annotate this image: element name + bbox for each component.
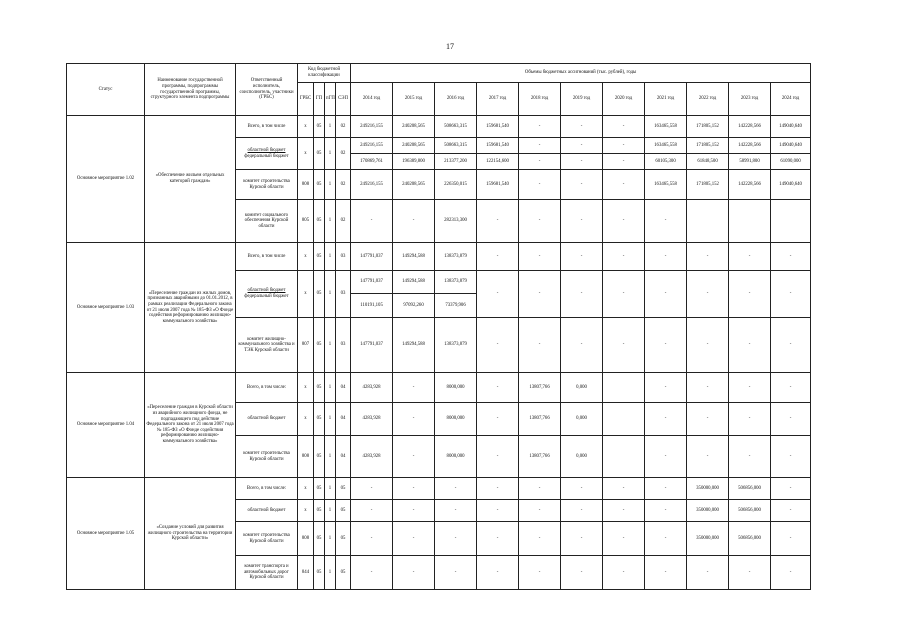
value-cell: - <box>519 200 561 243</box>
header-status: Статус <box>67 64 145 116</box>
value-cell: 149294,588 <box>393 318 435 373</box>
code-gp-cell: 05 <box>314 436 325 478</box>
value-cell: - <box>561 478 603 500</box>
executor-cell: Всего, в том числе: <box>236 478 298 500</box>
header-pgp: пГП <box>325 83 336 116</box>
value-cell: 282313,300 <box>435 200 477 243</box>
value-cell: - <box>561 318 603 373</box>
value-cell: - <box>561 116 603 138</box>
value-cell: 13807,766 <box>519 373 561 403</box>
header-code: Код бюджетной классификации <box>298 64 351 83</box>
table-row <box>67 116 811 138</box>
value-cell: 213377,200 <box>435 154 477 170</box>
value-cell: 249216,155 <box>351 170 393 200</box>
value-cell: - <box>477 522 519 556</box>
code-oem-cell: 05 <box>336 500 351 522</box>
value-cell: 60105,300 <box>645 154 687 170</box>
code-grbs-cell: х <box>298 138 314 170</box>
executor-cell: комитет жилищно-коммунального хозяйства и ТЭК Курской области <box>236 318 298 373</box>
value-cell: - <box>477 478 519 500</box>
value-cell: - <box>519 556 561 590</box>
value-cell: - <box>477 556 519 590</box>
code-oem-cell: 04 <box>336 436 351 478</box>
value-cell: 159681,540 <box>477 116 519 138</box>
value-cell: 240208,565 <box>393 138 435 154</box>
value-cell: 4283,928 <box>351 436 393 478</box>
value-cell: - <box>477 500 519 522</box>
value-cell: - <box>729 271 771 318</box>
value-cell: - <box>435 500 477 522</box>
value-cell: - <box>561 170 603 200</box>
value-cell: - <box>687 373 729 403</box>
code-grbs-cell: х <box>298 403 314 436</box>
code-oem-cell: 02 <box>336 200 351 243</box>
value-cell: - <box>687 403 729 436</box>
value-cell: - <box>477 403 519 436</box>
value-cell <box>771 200 811 243</box>
value-cell: - <box>519 154 561 170</box>
value-cell: - <box>645 436 687 478</box>
value-cell: - <box>603 200 645 243</box>
value-cell: 170869,761 <box>351 154 393 170</box>
value-cell: 159681,540 <box>477 170 519 200</box>
value-cell: 61090,000 <box>771 154 811 170</box>
value-cell: - <box>771 373 811 403</box>
code-pgp-cell: 1 <box>325 373 336 403</box>
value-cell: - <box>645 318 687 373</box>
value-cell: - <box>645 556 687 590</box>
value-cell: - <box>519 318 561 373</box>
value-cell: 138373,879 <box>435 271 477 294</box>
code-grbs-cell: 808 <box>298 522 314 556</box>
executor-cell: комитет строительства Курской области <box>236 522 298 556</box>
header-year: 2019 год <box>561 83 603 116</box>
value-cell: - <box>351 200 393 243</box>
value-cell: 147791,037 <box>351 271 393 294</box>
value-cell: - <box>477 436 519 478</box>
value-cell: 240208,565 <box>393 116 435 138</box>
value-cell: - <box>393 556 435 590</box>
code-oem-cell: 03 <box>336 318 351 373</box>
value-cell: 159681,540 <box>477 138 519 154</box>
executor-federal: федеральный бюджет <box>244 153 289 159</box>
value-cell: 122154,600 <box>477 154 519 170</box>
value-cell: - <box>519 138 561 154</box>
value-cell: 147791,037 <box>351 243 393 271</box>
executor-cell <box>236 271 298 318</box>
header-year: 2020 год <box>603 83 645 116</box>
value-cell: - <box>477 243 519 271</box>
code-oem-cell: 04 <box>336 403 351 436</box>
value-cell: 163465,558 <box>645 138 687 154</box>
value-cell: 4283,928 <box>351 373 393 403</box>
value-cell: - <box>393 373 435 403</box>
value-cell: 226350,015 <box>435 170 477 200</box>
code-oem-cell: 05 <box>336 522 351 556</box>
value-cell: 508663,315 <box>435 116 477 138</box>
value-cell: - <box>561 271 603 318</box>
code-grbs-cell: 805 <box>298 200 314 243</box>
value-cell: 171805,152 <box>687 116 729 138</box>
value-cell: - <box>645 500 687 522</box>
value-cell: - <box>435 478 477 500</box>
code-gp-cell: 05 <box>314 271 325 318</box>
value-cell: - <box>393 403 435 436</box>
code-grbs-cell: 808 <box>298 170 314 200</box>
value-cell: - <box>603 522 645 556</box>
header-year: 2016 год <box>435 83 477 116</box>
status-cell: Основное мероприятие 1.05 <box>67 478 145 590</box>
table-row <box>67 373 811 403</box>
value-cell: 142228,566 <box>729 116 771 138</box>
value-cell: - <box>687 318 729 373</box>
value-cell: - <box>603 500 645 522</box>
code-oem-cell: 02 <box>336 138 351 170</box>
code-gp-cell: 05 <box>314 556 325 590</box>
value-cell: - <box>561 200 603 243</box>
value-cell: 249216,155 <box>351 138 393 154</box>
code-pgp-cell: 1 <box>325 403 336 436</box>
value-cell: - <box>771 436 811 478</box>
value-cell: - <box>519 116 561 138</box>
value-cell: 249216,155 <box>351 116 393 138</box>
value-cell: 240208,565 <box>393 170 435 200</box>
value-cell: - <box>603 478 645 500</box>
value-cell: - <box>729 403 771 436</box>
value-cell: - <box>477 318 519 373</box>
value-cell: 13807,766 <box>519 436 561 478</box>
header-year: 2023 год <box>729 83 771 116</box>
code-gp-cell: 05 <box>314 403 325 436</box>
value-cell: 147791,037 <box>351 318 393 373</box>
value-cell: - <box>603 318 645 373</box>
code-oem-cell: 02 <box>336 170 351 200</box>
value-cell: 138373,879 <box>435 318 477 373</box>
header-year: 2021 год <box>645 83 687 116</box>
value-cell: - <box>351 478 393 500</box>
code-pgp-cell: 1 <box>325 243 336 271</box>
value-cell: - <box>477 373 519 403</box>
status-cell: Основное мероприятие 1.04 <box>67 373 145 478</box>
code-grbs-cell: х <box>298 271 314 318</box>
header-year: 2017 год <box>477 83 519 116</box>
header-year: 2014 год <box>351 83 393 116</box>
header-year: 2015 год <box>393 83 435 116</box>
header-name: Наименование государственной программы, подпрограммы государственной программы, структурного элемента подпрограммы <box>145 64 236 116</box>
value-cell: 163465,558 <box>645 116 687 138</box>
value-cell: - <box>561 500 603 522</box>
value-cell: - <box>393 522 435 556</box>
value-cell: - <box>519 170 561 200</box>
value-cell: 149040,640 <box>771 170 811 200</box>
value-cell: - <box>603 271 645 318</box>
code-gp-cell: 05 <box>314 138 325 170</box>
code-pgp-cell: 1 <box>325 556 336 590</box>
value-cell: - <box>729 436 771 478</box>
header-volumes: Объемы бюджетных ассигнований (тыс. рублей), годы <box>351 64 811 83</box>
value-cell: - <box>393 500 435 522</box>
value-cell: - <box>603 138 645 154</box>
name-cell: «Создание условий для развития жилищного строительства на территории Курской области» <box>145 478 236 590</box>
value-cell: 350000,000 <box>687 522 729 556</box>
value-cell: 149294,588 <box>393 271 435 294</box>
status-cell: Основное мероприятие 1.02 <box>67 116 145 243</box>
value-cell: - <box>771 318 811 373</box>
header-grbs: ГРБС <box>298 83 314 116</box>
value-cell: 8000,000 <box>435 436 477 478</box>
code-oem-cell: 02 <box>336 116 351 138</box>
value-cell: - <box>771 522 811 556</box>
value-cell: - <box>687 436 729 478</box>
header-executor: Ответственный исполнитель, соисполнитель, участники (ГРБС) <box>236 64 298 116</box>
value-cell: - <box>687 556 729 590</box>
value-cell <box>729 200 771 243</box>
code-pgp-cell: 1 <box>325 436 336 478</box>
code-oem-cell: 05 <box>336 478 351 500</box>
header-oem: СЭП <box>336 83 351 116</box>
value-cell: 73379,906 <box>435 294 477 318</box>
value-cell: - <box>519 271 561 318</box>
value-cell: 171805,152 <box>687 138 729 154</box>
value-cell: - <box>603 116 645 138</box>
value-cell: - <box>645 373 687 403</box>
value-cell: - <box>771 556 811 590</box>
value-cell: 142228,566 <box>729 170 771 200</box>
value-cell: - <box>351 556 393 590</box>
header-year: 2022 год <box>687 83 729 116</box>
code-gp-cell: 05 <box>314 318 325 373</box>
value-cell: - <box>645 478 687 500</box>
value-cell: - <box>561 138 603 154</box>
value-cell: - <box>561 243 603 271</box>
code-pgp-cell: 1 <box>325 170 336 200</box>
value-cell: 506856,000 <box>729 478 771 500</box>
value-cell: - <box>771 271 811 318</box>
value-cell: - <box>645 243 687 271</box>
name-cell: «Переселение граждан из жилых домов, признанных аварийными до 01.01.2012, в рамках реализации Федерального закона от 21 июля 2007 года № 185-ФЗ «О Фонде содействия реформированию жилищно-коммунального хозяйства» <box>145 243 236 373</box>
value-cell: - <box>477 271 519 318</box>
executor-cell: Всего, в том числе <box>236 116 298 138</box>
code-pgp-cell: 1 <box>325 271 336 318</box>
value-cell: 8000,000 <box>435 403 477 436</box>
value-cell: - <box>351 500 393 522</box>
code-gp-cell: 05 <box>314 478 325 500</box>
name-cell: «Переселение граждан в Курской области из аварийного жилищного фонда, не подпадающего под действие Федерального закона от 21 июля 2007 года № 185-ФЗ «О Фонде содействия реформированию жилищно-коммунального хозяйства» <box>145 373 236 478</box>
value-cell <box>687 200 729 243</box>
code-pgp-cell: 1 <box>325 478 336 500</box>
executor-cell: комитет строительства Курской области <box>236 170 298 200</box>
budget-table <box>66 63 811 590</box>
value-cell: 0,000 <box>561 403 603 436</box>
value-cell <box>603 436 645 478</box>
value-cell: - <box>351 522 393 556</box>
value-cell: 0,000 <box>561 373 603 403</box>
value-cell: - <box>771 243 811 271</box>
value-cell: 4283,928 <box>351 403 393 436</box>
value-cell: 13807,766 <box>519 403 561 436</box>
value-cell: 58991,800 <box>729 154 771 170</box>
value-cell: - <box>729 556 771 590</box>
value-cell: - <box>435 556 477 590</box>
executor-cell: областной бюджет <box>236 500 298 522</box>
value-cell: - <box>645 200 687 243</box>
executor-cell: Всего, в том числе: <box>236 373 298 403</box>
value-cell: - <box>645 271 687 318</box>
value-cell: - <box>771 478 811 500</box>
code-pgp-cell: 1 <box>325 200 336 243</box>
value-cell: - <box>603 154 645 170</box>
value-cell: - <box>477 200 519 243</box>
value-cell: - <box>771 500 811 522</box>
code-grbs-cell: х <box>298 500 314 522</box>
code-grbs-cell: х <box>298 478 314 500</box>
value-cell: 61848,500 <box>687 154 729 170</box>
value-cell: 149294,588 <box>393 243 435 271</box>
value-cell: - <box>393 200 435 243</box>
value-cell: - <box>603 243 645 271</box>
executor-cell <box>236 138 298 170</box>
value-cell: - <box>603 170 645 200</box>
value-cell: 0,000 <box>561 436 603 478</box>
value-cell <box>603 403 645 436</box>
executor-regional: областной бюджет <box>247 288 286 294</box>
code-oem-cell: 05 <box>336 556 351 590</box>
value-cell: - <box>561 522 603 556</box>
code-gp-cell: 05 <box>314 373 325 403</box>
code-gp-cell: 05 <box>314 170 325 200</box>
executor-cell: комитет транспорта и автомобильных дорог Курской области <box>236 556 298 590</box>
value-cell: - <box>729 373 771 403</box>
value-cell: - <box>729 318 771 373</box>
header-gp: ГП <box>314 83 325 116</box>
code-pgp-cell: 1 <box>325 138 336 170</box>
name-cell: «Обеспечение жильем отдельных категорий граждан» <box>145 116 236 243</box>
value-cell: 196389,800 <box>393 154 435 170</box>
value-cell: - <box>603 556 645 590</box>
code-pgp-cell: 1 <box>325 500 336 522</box>
value-cell: - <box>519 522 561 556</box>
value-cell: - <box>645 403 687 436</box>
value-cell: - <box>435 522 477 556</box>
code-grbs-cell: х <box>298 243 314 271</box>
code-pgp-cell: 1 <box>325 318 336 373</box>
value-cell: - <box>645 522 687 556</box>
value-cell: 506856,000 <box>729 500 771 522</box>
value-cell: 350000,000 <box>687 500 729 522</box>
code-gp-cell: 05 <box>314 522 325 556</box>
value-cell: 149040,640 <box>771 116 811 138</box>
code-grbs-cell: 807 <box>298 318 314 373</box>
code-oem-cell: 03 <box>336 271 351 318</box>
value-cell: 110191,105 <box>351 294 393 318</box>
code-gp-cell: 05 <box>314 500 325 522</box>
code-grbs-cell: 808 <box>298 436 314 478</box>
value-cell: - <box>729 243 771 271</box>
value-cell: - <box>561 154 603 170</box>
value-cell: - <box>519 243 561 271</box>
page-number: 17 <box>446 42 454 51</box>
executor-cell: областной бюджет <box>236 403 298 436</box>
header-row-1 <box>67 64 811 83</box>
value-cell: - <box>687 243 729 271</box>
value-cell: - <box>393 478 435 500</box>
executor-cell: комитет социального обеспечения Курской области <box>236 200 298 243</box>
value-cell: 506856,000 <box>729 522 771 556</box>
code-grbs-cell: х <box>298 116 314 138</box>
value-cell: 163465,558 <box>645 170 687 200</box>
value-cell: - <box>519 500 561 522</box>
value-cell: 171805,152 <box>687 170 729 200</box>
value-cell: 8000,000 <box>435 373 477 403</box>
header-year: 2018 год <box>519 83 561 116</box>
code-oem-cell: 03 <box>336 243 351 271</box>
value-cell: - <box>687 271 729 318</box>
value-cell: 142228,566 <box>729 138 771 154</box>
value-cell: 97092,260 <box>393 294 435 318</box>
code-gp-cell: 05 <box>314 200 325 243</box>
code-gp-cell: 05 <box>314 243 325 271</box>
code-grbs-cell: 844 <box>298 556 314 590</box>
value-cell: - <box>519 478 561 500</box>
value-cell: 350000,000 <box>687 478 729 500</box>
value-cell <box>603 373 645 403</box>
code-pgp-cell: 1 <box>325 116 336 138</box>
executor-regional: областной бюджет <box>247 147 286 153</box>
status-cell: Основное мероприятие 1.03 <box>67 243 145 373</box>
value-cell: 149040,640 <box>771 138 811 154</box>
table-row <box>67 243 811 271</box>
executor-cell: Всего, в том числе <box>236 243 298 271</box>
table-row <box>67 478 811 500</box>
code-gp-cell: 05 <box>314 116 325 138</box>
code-grbs-cell: х <box>298 373 314 403</box>
value-cell: - <box>771 403 811 436</box>
code-pgp-cell: 1 <box>325 522 336 556</box>
executor-federal: федеральный бюджет <box>244 294 289 299</box>
value-cell: - <box>561 556 603 590</box>
code-oem-cell: 04 <box>336 373 351 403</box>
header-year: 2024 год <box>771 83 811 116</box>
value-cell: 508663,315 <box>435 138 477 154</box>
value-cell: - <box>393 436 435 478</box>
value-cell: 138373,879 <box>435 243 477 271</box>
executor-cell: комитет строительства Курской области <box>236 436 298 478</box>
